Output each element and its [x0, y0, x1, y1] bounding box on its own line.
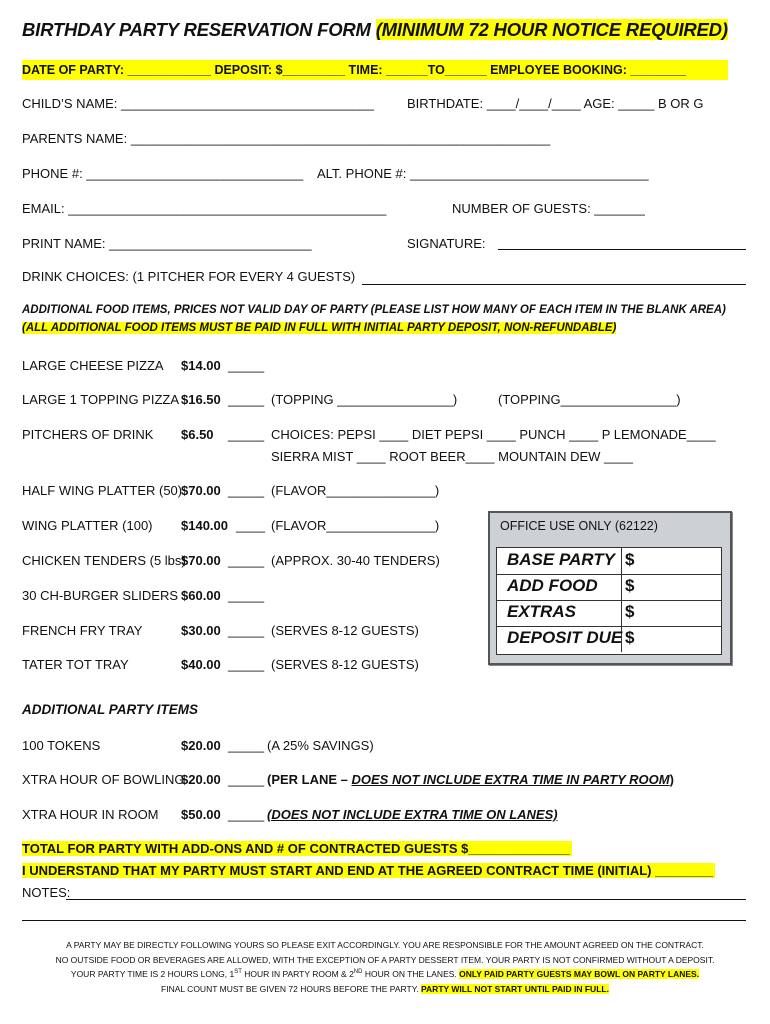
footer-highlight: ONLY PAID PARTY GUESTS MAY BOWL ON PARTY LANES. [459, 969, 700, 979]
party-details-bar[interactable]: DATE OF PARTY: ____________ DEPOSIT: $_________ TIME: ______TO______ EMPLOYEE BOOKING: ________ [22, 60, 728, 80]
food-item-price: $70.00 [181, 483, 221, 498]
office-row-value[interactable]: $ [625, 628, 635, 647]
food-item-name: CHICKEN TENDERS (5 lbs) [22, 553, 186, 568]
office-use-box [488, 511, 732, 665]
party-item-name: 100 TOKENS [22, 738, 101, 753]
food-item-price: $6.50 [181, 427, 214, 442]
drink-choices-label: DRINK CHOICES: (1 PITCHER FOR EVERY 4 GUESTS) [22, 269, 356, 284]
office-use-label: OFFICE USE ONLY (62122) [500, 519, 658, 533]
notes-line-1[interactable] [66, 899, 746, 900]
form-title [22, 19, 728, 41]
note-prefix: (PER LANE – [267, 772, 352, 787]
child-name-field[interactable]: CHILD’S NAME: ___________________________________ [22, 96, 375, 111]
office-row-label: DEPOSIT DUE [507, 628, 623, 647]
food-notice-line1: ADDITIONAL FOOD ITEMS, PRICES NOT VALID DAY OF PARTY (PLEASE LIST HOW MANY OF EACH ITEM IN THE BLANK AREA) [22, 304, 726, 316]
birthdate-field[interactable]: BIRTHDATE: ____/____/____ AGE: _____ B OR G [407, 96, 704, 111]
drink-choices-line[interactable] [362, 284, 746, 285]
office-row-deposit-due [497, 626, 721, 652]
food-item-note: (SERVES 8-12 GUESTS) [271, 623, 419, 638]
food-item-price: $60.00 [181, 588, 221, 603]
phone-field[interactable]: PHONE #: ______________________________ [22, 166, 304, 181]
party-item-note: (DOES NOT INCLUDE EXTRA TIME ON LANES) [267, 807, 558, 822]
food-item-name: HALF WING PLATTER (50) [22, 483, 183, 498]
office-row-value[interactable]: $ [625, 576, 635, 595]
form-title-main: BIRTHDAY PARTY RESERVATION FORM [22, 19, 376, 40]
food-item-quantity-blank[interactable]: _____ [228, 588, 265, 603]
number-of-guests-field[interactable]: NUMBER OF GUESTS: _______ [452, 201, 645, 216]
party-item-price: $20.00 [181, 738, 221, 753]
footer-sup: ST [234, 969, 242, 976]
footer-text: HOUR IN PARTY ROOM & 2 [241, 969, 354, 979]
food-item-name: TATER TOT TRAY [22, 657, 129, 672]
drink-choices-options-2[interactable]: SIERRA MIST ____ ROOT BEER____ MOUNTAIN DEW ____ [271, 449, 633, 464]
parents-name-field[interactable]: PARENTS NAME: __________________________________________________________ [22, 131, 551, 146]
office-row-label: ADD FOOD [507, 576, 598, 595]
footer-line-4 [0, 984, 770, 994]
contract-time-acknowledgement[interactable]: I UNDERSTAND THAT MY PARTY MUST START AND END AT THE AGREED CONTRACT TIME (INITIAL) ________ [22, 863, 713, 878]
drink-choices-options-1[interactable]: CHOICES: PEPSI ____ DIET PEPSI ____ PUNCH ____ P LEMONADE____ [271, 427, 716, 442]
food-item-name: WING PLATTER (100) [22, 518, 153, 533]
party-item-price: $50.00 [181, 807, 221, 822]
signature-label: SIGNATURE: [407, 236, 486, 251]
office-row-extras [497, 600, 721, 627]
office-row-value[interactable]: $ [625, 602, 635, 621]
food-item-quantity-blank[interactable]: _____ [228, 657, 265, 672]
note-suffix: ) [669, 772, 674, 787]
office-row-add-food [497, 574, 721, 601]
food-notice-line2: (ALL ADDITIONAL FOOD ITEMS MUST BE PAID IN FULL WITH INITIAL PARTY DEPOSIT, NON-REFUNDABLE) [22, 322, 617, 334]
email-field[interactable]: EMAIL: ____________________________________________ [22, 201, 387, 216]
food-item-quantity-blank[interactable]: _____ [228, 392, 265, 407]
party-item-quantity-blank[interactable]: _____ [228, 772, 265, 787]
food-item-name: LARGE 1 TOPPING PIZZA [22, 392, 180, 407]
topping-field-2[interactable]: (TOPPING________________) [498, 392, 681, 407]
food-item-name: FRENCH FRY TRAY [22, 623, 143, 638]
food-item-price: $14.00 [181, 358, 221, 373]
food-item-name: PITCHERS OF DRINK [22, 427, 154, 442]
notice-requirement: (MINIMUM 72 HOUR NOTICE REQUIRED) [375, 19, 728, 40]
party-item-note [267, 772, 674, 787]
notes-line-2[interactable] [22, 920, 746, 921]
footer-line-1: A PARTY MAY BE DIRECTLY FOLLOWING YOURS SO PLEASE EXIT ACCORDINGLY. YOU ARE RESPONSIBLE FOR THE AMOUNT AGREED ON THE CONTRACT. [66, 940, 704, 950]
signature-line[interactable] [498, 249, 746, 250]
alt-phone-field[interactable]: ALT. PHONE #: _________________________________ [317, 166, 649, 181]
food-item-name: 30 CH-BURGER SLIDERS [22, 588, 179, 603]
food-item-price: $70.00 [181, 553, 221, 568]
footer-text: FINAL COUNT MUST BE GIVEN 72 HOURS BEFORE THE PARTY. [161, 984, 421, 994]
food-item-quantity-blank[interactable]: ____ [236, 518, 265, 533]
office-row-base-party [497, 548, 721, 575]
party-item-quantity-blank[interactable]: _____ [228, 807, 265, 822]
food-item-price: $30.00 [181, 623, 221, 638]
party-items-heading: ADDITIONAL PARTY ITEMS [22, 702, 199, 717]
footer-text: YOUR PARTY TIME IS 2 HOURS LONG, 1 [70, 969, 235, 979]
food-item-quantity-blank[interactable]: _____ [228, 483, 265, 498]
flavor-field[interactable]: (FLAVOR_______________) [271, 483, 440, 498]
food-item-price: $16.50 [181, 392, 221, 407]
party-item-name: XTRA HOUR OF BOWLING [22, 772, 185, 787]
footer-line-2: NO OUTSIDE FOOD OR BEVERAGES ARE ALLOWED, WITH THE EXCEPTION OF A PARTY DESSERT ITEM. YOUR PARTY IS NOT CONFIRMED WITHOUT A DEPOSIT. [55, 955, 715, 965]
food-item-quantity-blank[interactable]: _____ [228, 427, 265, 442]
footer-sup: ND [353, 969, 363, 976]
office-totals-table [496, 547, 722, 655]
food-item-quantity-blank[interactable]: _____ [228, 358, 265, 373]
food-item-price: $140.00 [181, 518, 228, 533]
print-name-field[interactable]: PRINT NAME: ____________________________ [22, 236, 312, 251]
food-item-note: (APPROX. 30-40 TENDERS) [271, 553, 440, 568]
party-item-note: (A 25% SAVINGS) [267, 738, 374, 753]
office-row-label: EXTRAS [507, 602, 576, 621]
food-item-quantity-blank[interactable]: _____ [228, 623, 265, 638]
food-item-price: $40.00 [181, 657, 221, 672]
flavor-field[interactable]: (FLAVOR_______________) [271, 518, 440, 533]
food-item-quantity-blank[interactable]: _____ [228, 553, 265, 568]
office-row-label: BASE PARTY [507, 550, 616, 569]
footer-text: HOUR ON THE LANES. [362, 969, 460, 979]
food-item-name: LARGE CHEESE PIZZA [22, 358, 164, 373]
total-for-party-line[interactable]: TOTAL FOR PARTY WITH ADD-ONS AND # OF CONTRACTED GUESTS $______________ [22, 841, 570, 856]
office-row-value[interactable]: $ [625, 550, 635, 569]
food-item-note: (SERVES 8-12 GUESTS) [271, 657, 419, 672]
footer-line-3 [0, 969, 770, 979]
party-item-quantity-blank[interactable]: _____ [228, 738, 265, 753]
topping-field[interactable]: (TOPPING ________________) [271, 392, 458, 407]
party-item-price: $20.00 [181, 772, 221, 787]
note-emphasis: DOES NOT INCLUDE EXTRA TIME IN PARTY ROOM [351, 772, 670, 787]
footer-highlight: PARTY WILL NOT START UNTIL PAID IN FULL. [421, 984, 609, 994]
notes-label: NOTES: [22, 885, 71, 900]
party-item-name: XTRA HOUR IN ROOM [22, 807, 159, 822]
